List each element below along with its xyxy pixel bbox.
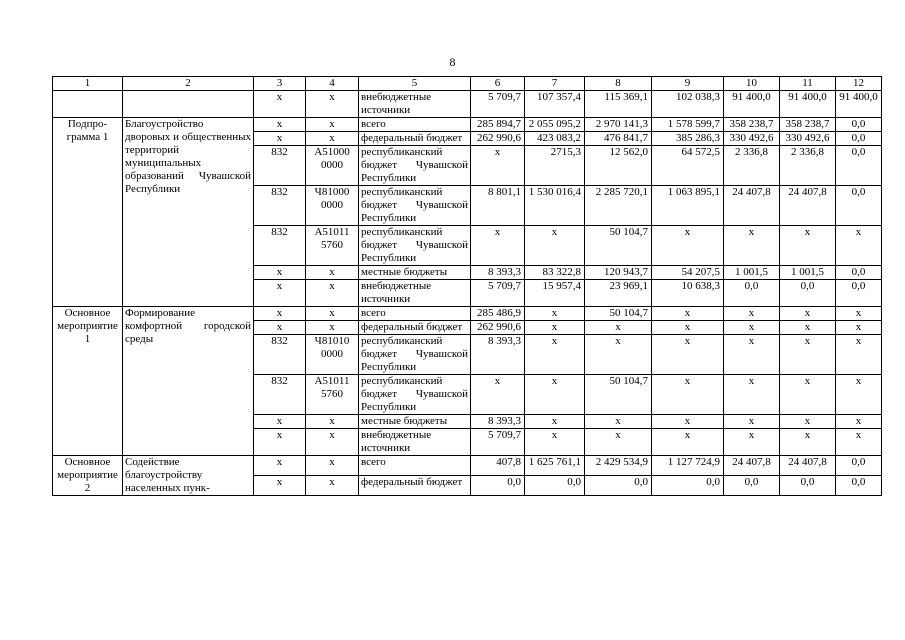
amount-cell: 8 801,1 bbox=[471, 186, 525, 226]
amount-cell: х bbox=[525, 321, 585, 335]
amount-cell: 0,0 bbox=[724, 476, 780, 496]
amount-cell: х bbox=[585, 335, 652, 375]
amount-cell: х bbox=[652, 415, 724, 429]
amount-cell: 91 400,0 bbox=[780, 91, 836, 118]
amount-cell: 1 578 599,7 bbox=[652, 118, 724, 132]
amount-cell: х bbox=[525, 335, 585, 375]
amount-cell: х bbox=[525, 226, 585, 266]
funding-source-cell: федеральный бюджет bbox=[359, 476, 471, 496]
amount-cell: 385 286,3 bbox=[652, 132, 724, 146]
funding-source-cell: внебюджетные источники bbox=[359, 429, 471, 456]
amount-cell: 358 238,7 bbox=[724, 118, 780, 132]
amount-cell: х bbox=[525, 307, 585, 321]
amount-cell: 91 400,0 bbox=[724, 91, 780, 118]
amount-cell: х bbox=[652, 429, 724, 456]
table-row bbox=[53, 91, 882, 118]
amount-cell: х bbox=[652, 307, 724, 321]
amount-cell: 24 407,8 bbox=[724, 456, 780, 476]
amount-cell: х bbox=[836, 415, 882, 429]
amount-cell: 8 393,3 bbox=[471, 335, 525, 375]
grbs-code-cell: х bbox=[254, 476, 306, 496]
program-title-cell: Основное мероприятие 2 bbox=[53, 456, 123, 496]
amount-cell: 0,0 bbox=[724, 280, 780, 307]
funding-source-cell: местные бюджеты bbox=[359, 266, 471, 280]
target-article-cell: А51000 0000 bbox=[306, 146, 359, 186]
amount-cell: 0,0 bbox=[780, 280, 836, 307]
target-article-cell: х bbox=[306, 415, 359, 429]
header-cell: 10 bbox=[724, 77, 780, 91]
target-article-cell: х bbox=[306, 280, 359, 307]
amount-cell: х bbox=[652, 335, 724, 375]
header-row bbox=[53, 77, 882, 91]
amount-cell: 0,0 bbox=[836, 186, 882, 226]
program-name-cell: Содействие благоустройству населенных пунк- bbox=[123, 456, 254, 496]
target-article-cell: А51011 5760 bbox=[306, 375, 359, 415]
amount-cell: х bbox=[836, 226, 882, 266]
funding-source-cell: всего bbox=[359, 456, 471, 476]
funding-source-cell: республиканский бюджет Чувашской Республики bbox=[359, 146, 471, 186]
grbs-code-cell: х bbox=[254, 132, 306, 146]
amount-cell: 330 492,6 bbox=[780, 132, 836, 146]
amount-cell: 2 285 720,1 bbox=[585, 186, 652, 226]
header-cell: 8 bbox=[585, 77, 652, 91]
amount-cell: 358 238,7 bbox=[780, 118, 836, 132]
amount-cell: 2 336,8 bbox=[724, 146, 780, 186]
target-article-cell: Ч81000 0000 bbox=[306, 186, 359, 226]
amount-cell: 5 709,7 bbox=[471, 91, 525, 118]
amount-cell: х bbox=[780, 321, 836, 335]
amount-cell: 0,0 bbox=[836, 476, 882, 496]
header-cell: 1 bbox=[53, 77, 123, 91]
amount-cell: х bbox=[836, 307, 882, 321]
amount-cell: х bbox=[780, 429, 836, 456]
grbs-code-cell: х bbox=[254, 415, 306, 429]
amount-cell: 1 001,5 bbox=[724, 266, 780, 280]
amount-cell: 24 407,8 bbox=[780, 456, 836, 476]
header-cell: 11 bbox=[780, 77, 836, 91]
amount-cell: х bbox=[780, 307, 836, 321]
grbs-code-cell: 832 bbox=[254, 186, 306, 226]
grbs-code-cell: х bbox=[254, 280, 306, 307]
amount-cell: 330 492,6 bbox=[724, 132, 780, 146]
grbs-code-cell: х bbox=[254, 266, 306, 280]
funding-source-cell: республиканский бюджет Чувашской Республики bbox=[359, 335, 471, 375]
program-title-cell: Подпро-грамма 1 bbox=[53, 118, 123, 307]
header-cell: 3 bbox=[254, 77, 306, 91]
funding-source-cell: республиканский бюджет Чувашской Республики bbox=[359, 226, 471, 266]
amount-cell: х bbox=[525, 415, 585, 429]
amount-cell: 0,0 bbox=[585, 476, 652, 496]
amount-cell: 0,0 bbox=[836, 146, 882, 186]
header-cell: 7 bbox=[525, 77, 585, 91]
amount-cell: 285 486,9 bbox=[471, 307, 525, 321]
amount-cell: 23 969,1 bbox=[585, 280, 652, 307]
target-article-cell: х bbox=[306, 118, 359, 132]
amount-cell: 285 894,7 bbox=[471, 118, 525, 132]
amount-cell: 0,0 bbox=[836, 456, 882, 476]
table-row bbox=[53, 456, 882, 476]
table-row bbox=[53, 307, 882, 321]
target-article-cell: А51011 5760 bbox=[306, 226, 359, 266]
grbs-code-cell: 832 bbox=[254, 335, 306, 375]
amount-cell: х bbox=[724, 415, 780, 429]
amount-cell: 0,0 bbox=[780, 476, 836, 496]
funding-source-cell: внебюджетные источники bbox=[359, 280, 471, 307]
target-article-cell: х bbox=[306, 132, 359, 146]
funding-source-cell: республиканский бюджет Чувашской Республики bbox=[359, 375, 471, 415]
amount-cell: 1 001,5 bbox=[780, 266, 836, 280]
empty-cell bbox=[53, 91, 123, 118]
amount-cell: х bbox=[724, 375, 780, 415]
amount-cell: 83 322,8 bbox=[525, 266, 585, 280]
grbs-code-cell: 832 bbox=[254, 146, 306, 186]
amount-cell: 0,0 bbox=[525, 476, 585, 496]
funding-source-cell: республиканский бюджет Чувашской Республики bbox=[359, 186, 471, 226]
amount-cell: 262 990,6 bbox=[471, 321, 525, 335]
amount-cell: 64 572,5 bbox=[652, 146, 724, 186]
amount-cell: 102 038,3 bbox=[652, 91, 724, 118]
amount-cell: 1 530 016,4 bbox=[525, 186, 585, 226]
amount-cell: х bbox=[724, 307, 780, 321]
amount-cell: 2 336,8 bbox=[780, 146, 836, 186]
grbs-code-cell: 832 bbox=[254, 226, 306, 266]
amount-cell: 50 104,7 bbox=[585, 307, 652, 321]
amount-cell: 91 400,0 bbox=[836, 91, 882, 118]
amount-cell: 50 104,7 bbox=[585, 226, 652, 266]
amount-cell: 54 207,5 bbox=[652, 266, 724, 280]
amount-cell: 476 841,7 bbox=[585, 132, 652, 146]
amount-cell: х bbox=[780, 415, 836, 429]
amount-cell: х bbox=[836, 335, 882, 375]
amount-cell: х bbox=[471, 226, 525, 266]
amount-cell: х bbox=[585, 321, 652, 335]
amount-cell: 2 429 534,9 bbox=[585, 456, 652, 476]
header-cell: 4 bbox=[306, 77, 359, 91]
amount-cell: х bbox=[780, 335, 836, 375]
amount-cell: 2 055 095,2 bbox=[525, 118, 585, 132]
amount-cell: 10 638,3 bbox=[652, 280, 724, 307]
amount-cell: 1 625 761,1 bbox=[525, 456, 585, 476]
funding-source-cell: местные бюджеты bbox=[359, 415, 471, 429]
amount-cell: 0,0 bbox=[836, 118, 882, 132]
grbs-code-cell: х bbox=[254, 321, 306, 335]
amount-cell: х bbox=[836, 429, 882, 456]
amount-cell: х bbox=[525, 375, 585, 415]
amount-cell: х bbox=[724, 226, 780, 266]
amount-cell: 12 562,0 bbox=[585, 146, 652, 186]
amount-cell: х bbox=[836, 321, 882, 335]
amount-cell: 0,0 bbox=[652, 476, 724, 496]
amount-cell: 115 369,1 bbox=[585, 91, 652, 118]
header-cell: 6 bbox=[471, 77, 525, 91]
empty-cell bbox=[123, 91, 254, 118]
amount-cell: 1 063 895,1 bbox=[652, 186, 724, 226]
target-article-cell: х bbox=[306, 321, 359, 335]
amount-cell: 5 709,7 bbox=[471, 429, 525, 456]
amount-cell: х bbox=[652, 226, 724, 266]
header-cell: 9 bbox=[652, 77, 724, 91]
amount-cell: 5 709,7 bbox=[471, 280, 525, 307]
amount-cell: х bbox=[780, 226, 836, 266]
amount-cell: 120 943,7 bbox=[585, 266, 652, 280]
target-article-cell: Ч81010 0000 bbox=[306, 335, 359, 375]
funding-source-cell: всего bbox=[359, 118, 471, 132]
amount-cell: х bbox=[724, 321, 780, 335]
program-name-cell: Формирование комфортной городской среды bbox=[123, 307, 254, 456]
amount-cell: 15 957,4 bbox=[525, 280, 585, 307]
grbs-code-cell: х bbox=[254, 429, 306, 456]
target-article-cell: х bbox=[306, 429, 359, 456]
amount-cell: х bbox=[585, 429, 652, 456]
page-number: 8 bbox=[449, 55, 456, 69]
funding-source-cell: федеральный бюджет bbox=[359, 321, 471, 335]
grbs-code-cell: х bbox=[254, 118, 306, 132]
header-cell: 2 bbox=[123, 77, 254, 91]
target-article-cell: х bbox=[306, 91, 359, 118]
amount-cell: х bbox=[652, 321, 724, 335]
grbs-code-cell: 832 bbox=[254, 375, 306, 415]
target-article-cell: х bbox=[306, 476, 359, 496]
target-article-cell: х bbox=[306, 266, 359, 280]
amount-cell: х bbox=[724, 429, 780, 456]
amount-cell: 8 393,3 bbox=[471, 266, 525, 280]
amount-cell: х bbox=[585, 415, 652, 429]
header-cell: 12 bbox=[836, 77, 882, 91]
amount-cell: 0,0 bbox=[836, 280, 882, 307]
amount-cell: х bbox=[836, 375, 882, 415]
grbs-code-cell: х bbox=[254, 91, 306, 118]
grbs-code-cell: х bbox=[254, 456, 306, 476]
amount-cell: 1 127 724,9 bbox=[652, 456, 724, 476]
amount-cell: х bbox=[652, 375, 724, 415]
amount-cell: 24 407,8 bbox=[724, 186, 780, 226]
amount-cell: х bbox=[471, 146, 525, 186]
amount-cell: 407,8 bbox=[471, 456, 525, 476]
funding-source-cell: всего bbox=[359, 307, 471, 321]
amount-cell: 2 970 141,3 bbox=[585, 118, 652, 132]
target-article-cell: х bbox=[306, 456, 359, 476]
amount-cell: 0,0 bbox=[836, 132, 882, 146]
amount-cell: х bbox=[471, 375, 525, 415]
amount-cell: 8 393,3 bbox=[471, 415, 525, 429]
program-name-cell: Благоустройство дворовых и общественных территорий муниципальных образований Чувашской Республики bbox=[123, 118, 254, 307]
amount-cell: 0,0 bbox=[471, 476, 525, 496]
amount-cell: х bbox=[525, 429, 585, 456]
amount-cell: 107 357,4 bbox=[525, 91, 585, 118]
funding-source-cell: федеральный бюджет bbox=[359, 132, 471, 146]
funding-source-cell: внебюджетные источники bbox=[359, 91, 471, 118]
amount-cell: 24 407,8 bbox=[780, 186, 836, 226]
amount-cell: 423 083,2 bbox=[525, 132, 585, 146]
table-row bbox=[53, 118, 882, 132]
amount-cell: 50 104,7 bbox=[585, 375, 652, 415]
grbs-code-cell: х bbox=[254, 307, 306, 321]
amount-cell: 262 990,6 bbox=[471, 132, 525, 146]
target-article-cell: х bbox=[306, 307, 359, 321]
amount-cell: 0,0 bbox=[836, 266, 882, 280]
budget-table bbox=[52, 76, 882, 496]
program-title-cell: Основное мероприятие 1 bbox=[53, 307, 123, 456]
amount-cell: 2715,3 bbox=[525, 146, 585, 186]
amount-cell: х bbox=[724, 335, 780, 375]
amount-cell: х bbox=[780, 375, 836, 415]
header-cell: 5 bbox=[359, 77, 471, 91]
